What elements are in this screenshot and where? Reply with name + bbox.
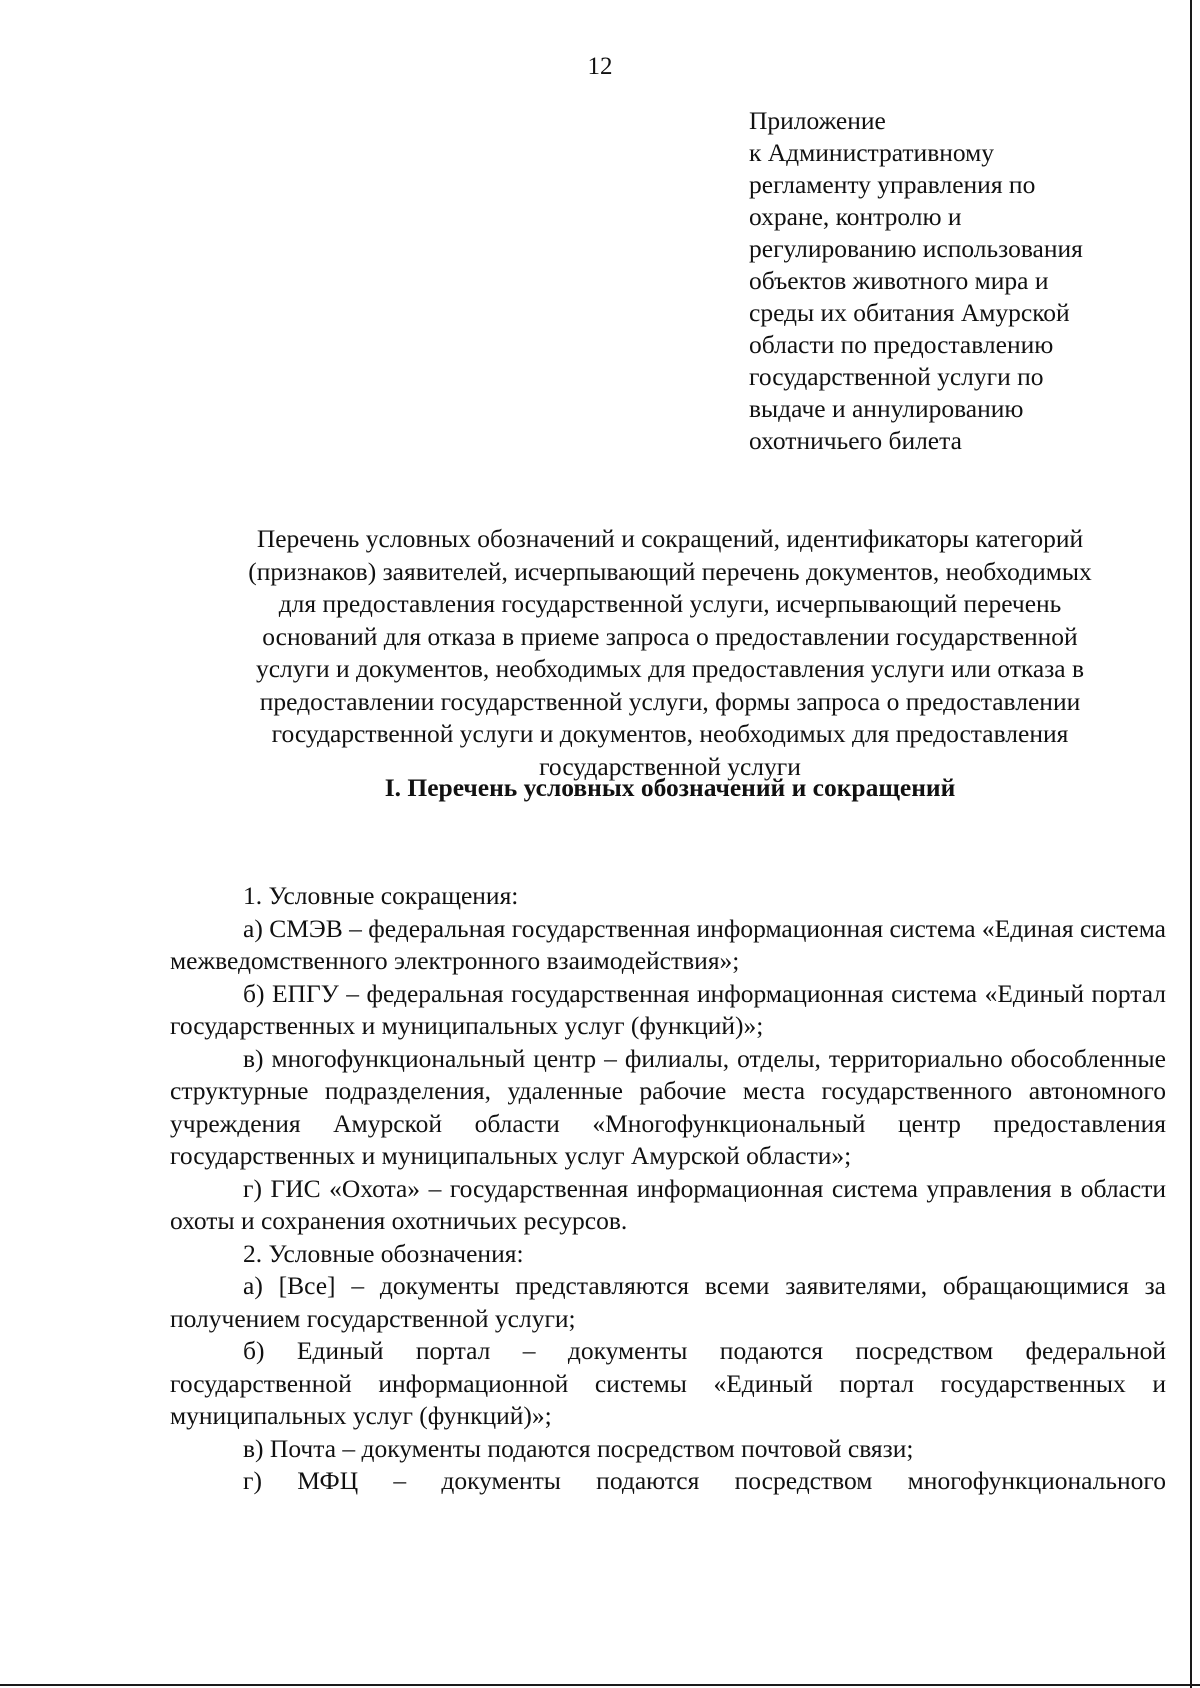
paragraph-smev: а) СМЭВ – федеральная государственная информационная система «Единая система межведомственного электронного взаимодействия»; [170,913,1166,975]
appendix-line: охотничьего билета [749,426,962,455]
appendix-line: регулированию использования [749,234,1083,263]
title-line: Перечень условных обозначений и сокращений, идентификаторы категорий [256,524,1084,553]
title-line: оснований для отказа в приеме запроса о предоставлении государственной [262,621,1078,651]
paragraph-abbreviations-intro: 1. Условные сокращения: [243,881,519,910]
appendix-line: выдаче и аннулированию [749,394,1024,423]
appendix-line: области по предоставлению [749,330,1054,359]
paragraph-symbol-mail: в) Почта – документы подаются посредством почтовой связи; [243,1433,914,1463]
appendix-line: охране, контролю и [749,202,962,231]
appendix-line: Приложение [749,106,886,135]
paragraph-symbol-portal: б) Единый портал – документы подаются посредством федеральной государственной информационной системы «Единый портал государственных и муниципальных услуг (функций)»; [170,1336,1166,1430]
document-body [170,880,1166,1498]
appendix-line: регламенту управления по [749,170,1036,199]
page-edge-bottom [0,1684,1200,1686]
title-line: предоставлении государственной услуги, формы запроса о предоставлении [259,686,1081,716]
title-line: государственной услуги [539,751,801,781]
page-number: 12 [587,53,613,80]
appendix-line: к Административному [749,138,995,167]
title-line: государственной услуги и документов, необходимых для предоставления [271,719,1069,748]
appendix-note [749,105,1169,457]
paragraph-symbol-mfc: г) МФЦ – документы подаются посредством многофункционального [243,1466,1166,1495]
paragraph-epgu: б) ЕПГУ – федеральная государственная информационная система «Единый портал государственных и муниципальных услуг (функций)»; [170,978,1166,1040]
appendix-line: государственной услуги по [749,362,1044,391]
document-title [165,523,1175,783]
appendix-line: среды их обитания Амурской [749,298,1070,327]
title-line: услуги и документов, необходимых для предоставления услуги или отказа в [255,654,1085,683]
section-heading: I. Перечень условных обозначений и сокращений [384,773,956,802]
paragraph-mfc-definition: в) многофункциональный центр – филиалы, отделы, территориально обособленные структурные подразделения, удаленные рабочие места государственного автономного учреждения Амурской области «Многофункциональный центр предоставления государственных и муниципальных услуг Амурской области»; [170,1043,1166,1170]
paragraph-symbols-intro: 2. Условные обозначения: [243,1238,524,1268]
appendix-line: объектов животного мира и [749,266,1049,295]
page-edge-right [1190,0,1192,1688]
title-line: для предоставления государственной услуги, исчерпывающий перечень [278,589,1062,618]
title-line: (признаков) заявителей, исчерпывающий перечень документов, необходимых [248,556,1092,586]
paragraph-gis-okhota: г) ГИС «Охота» – государственная информационная система управления в области охоты и сохранения охотничьих ресурсов. [170,1173,1166,1235]
paragraph-symbol-all: а) [Все] – документы представляются всеми заявителями, обращающимися за получением государственной услуги; [170,1271,1166,1333]
